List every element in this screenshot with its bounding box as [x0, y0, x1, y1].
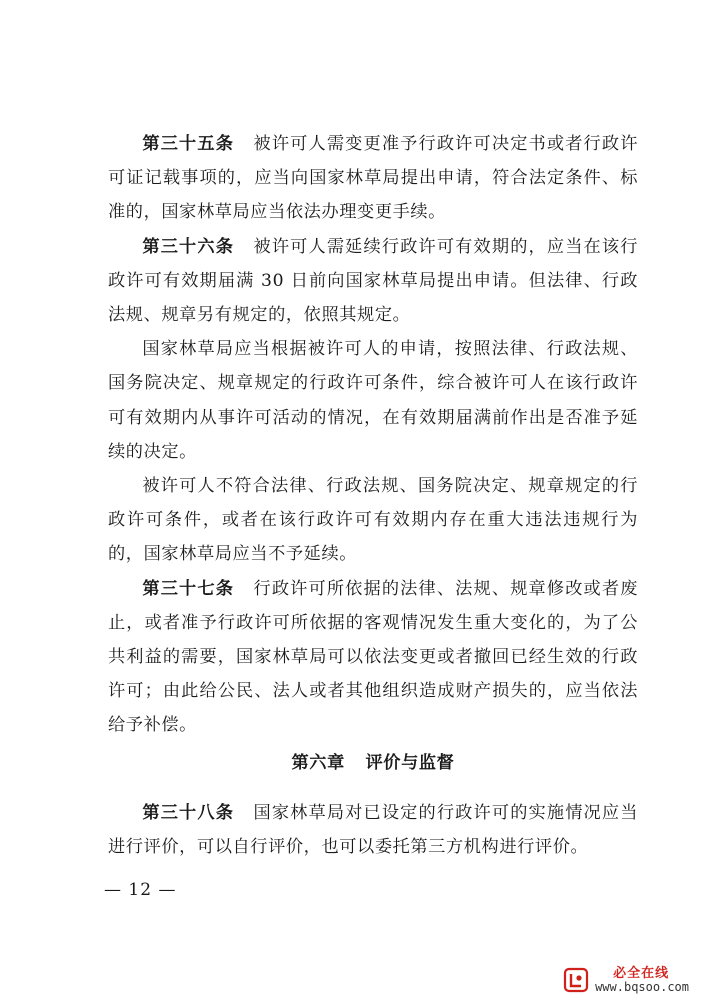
- article-36-number: 第三十六条: [142, 236, 235, 257]
- watermark-name: 必全在线: [613, 965, 670, 981]
- article-35-paragraph: [108, 127, 638, 230]
- brand-logo-icon: [563, 967, 589, 993]
- article-37-paragraph: [108, 572, 638, 743]
- article-36-paragraph-2: 国家林草局应当根据被许可人的申请，按照法律、行政法规、国务院决定、规章规定的行政许可条件，综合被许可人在该行政许可有效期内从事许可活动的情况，在有效期届满前作出是否准予延续的决定。: [108, 339, 638, 462]
- chapter-title: 评价与监督: [365, 753, 455, 773]
- article-38-number: 第三十八条: [142, 803, 235, 823]
- site-watermark: [563, 967, 689, 994]
- article-37-number: 第三十七条: [142, 578, 235, 599]
- article-38-paragraph: [108, 796, 638, 864]
- chapter-number: 第六章: [291, 753, 345, 773]
- article-37-text: 行政许可所依据的法律、法规、规章修改或者废止，或者准予行政许可所依据的客观情况发生重大变化的，为了公共利益的需要，国家林草局可以依法变更或者撤回已经生效的行政许可；由此给公民、法人或者其他组织造成财产损失的，应当依法给予补偿。: [108, 578, 638, 736]
- article-38-text: 国家林草局对已设定的行政许可的实施情况应当进行评价，可以自行评价，也可以委托第三方机构进行评价。: [108, 803, 638, 858]
- article-block-lower: [108, 796, 638, 864]
- chapter-heading: [108, 748, 638, 773]
- article-block-upper: [108, 127, 638, 743]
- article-36-text: 被许可人需延续行政许可有效期的，应当在该行政许可有效期届满 30 日前向国家林草局提出申请。但法律、行政法规、规章另有规定的，依照其规定。: [108, 236, 638, 326]
- watermark-url: www.bqsoo.com: [595, 979, 689, 994]
- article-35-text: 被许可人需变更准予行政许可决定书或者行政许可证记载事项的，应当向国家林草局提出申请，符合法定条件、标准的，国家林草局应当依法办理变更手续。: [108, 134, 638, 223]
- article-36-paragraph-3: 被许可人不符合法律、行政法规、国务院决定、规章规定的行政许可条件，或者在该行政许可有效期内存在重大违法违规行为的，国家林草局应当不予延续。: [108, 476, 638, 565]
- article-36-paragraph: [108, 230, 638, 333]
- page-number: — 12 —: [104, 880, 177, 900]
- article-35-number: 第三十五条: [142, 134, 235, 154]
